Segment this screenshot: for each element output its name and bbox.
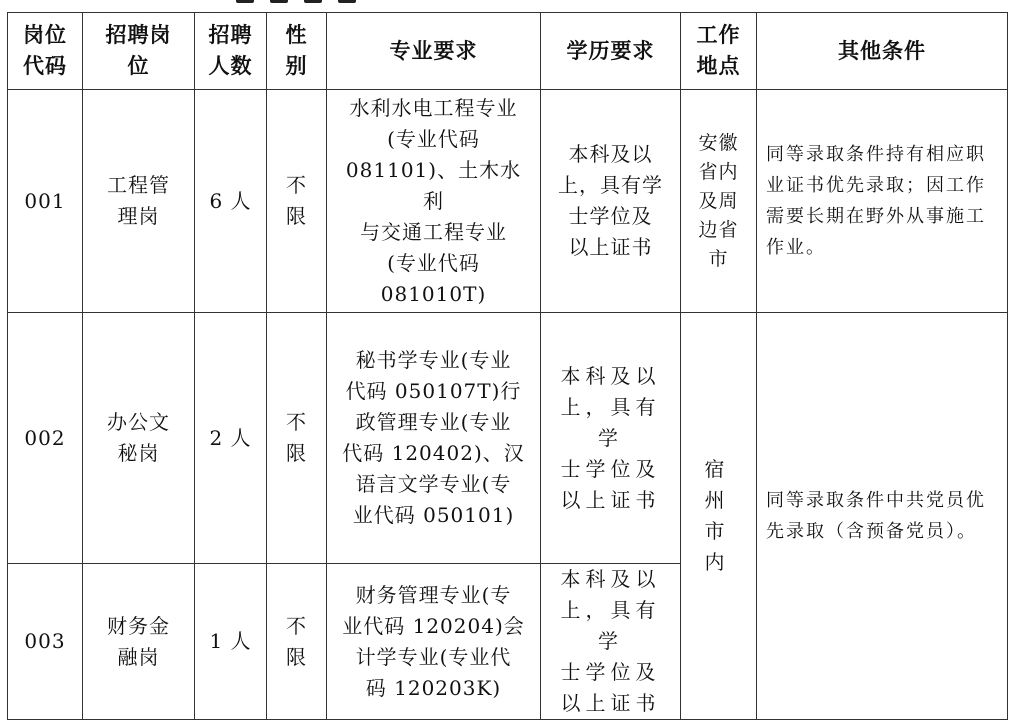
cell-post-name: 办公文 秘岗 [83, 313, 195, 564]
cell-education: 本科及以 上，具有学 士学位及 以上证书 [541, 564, 681, 720]
header-location: 工作 地点 [681, 13, 757, 90]
recruitment-table [7, 12, 1008, 720]
cell-post-name: 工程管 理岗 [83, 90, 195, 313]
cell-post-name: 财务金 融岗 [83, 564, 195, 720]
cell-major: 水利水电工程专业 (专业代码 081101)、土木水利 与交通工程专业 (专业代码 081010T) [327, 90, 541, 313]
cell-headcount: 6 人 [195, 90, 267, 313]
cell-other: 同等录取条件持有相应职业证书优先录取；因工作需要长期在野外从事施工作业。 [757, 90, 1008, 313]
header-gender: 性 别 [267, 13, 327, 90]
header-post-name: 招聘岗 位 [83, 13, 195, 90]
cell-post-code: 001 [8, 90, 83, 313]
header-major: 专业要求 [327, 13, 541, 90]
cell-other-merged: 同等录取条件中共党员优先录取（含预备党员）。 [757, 313, 1008, 720]
cell-headcount: 1 人 [195, 564, 267, 720]
cell-gender: 不 限 [267, 90, 327, 313]
header-other: 其他条件 [757, 13, 1008, 90]
table-row [8, 313, 1008, 564]
cell-headcount: 2 人 [195, 313, 267, 564]
cell-education: 本科及以 上，具有学 士学位及 以上证书 [541, 313, 681, 564]
cell-gender: 不 限 [267, 564, 327, 720]
header-education: 学历要求 [541, 13, 681, 90]
cropped-previous-text [230, 0, 370, 5]
cell-gender: 不 限 [267, 313, 327, 564]
cell-location-merged: 宿州 市内 [681, 313, 757, 720]
header-post-code: 岗位 代码 [8, 13, 83, 90]
cell-post-code: 002 [8, 313, 83, 564]
cell-location: 安徽 省内 及周 边省 市 [681, 90, 757, 313]
cell-major: 财务管理专业(专 业代码 120204)会 计学专业(专业代 码 120203K) [327, 564, 541, 720]
cell-post-code: 003 [8, 564, 83, 720]
cell-major: 秘书学专业(专业 代码 050107T)行 政管理专业(专业 代码 120402)、汉 语言文学专业(专 业代码 050101) [327, 313, 541, 564]
header-headcount: 招聘 人数 [195, 13, 267, 90]
header-row [8, 13, 1008, 90]
table-row [8, 90, 1008, 313]
cell-education: 本科及以 上，具有学 士学位及 以上证书 [541, 90, 681, 313]
